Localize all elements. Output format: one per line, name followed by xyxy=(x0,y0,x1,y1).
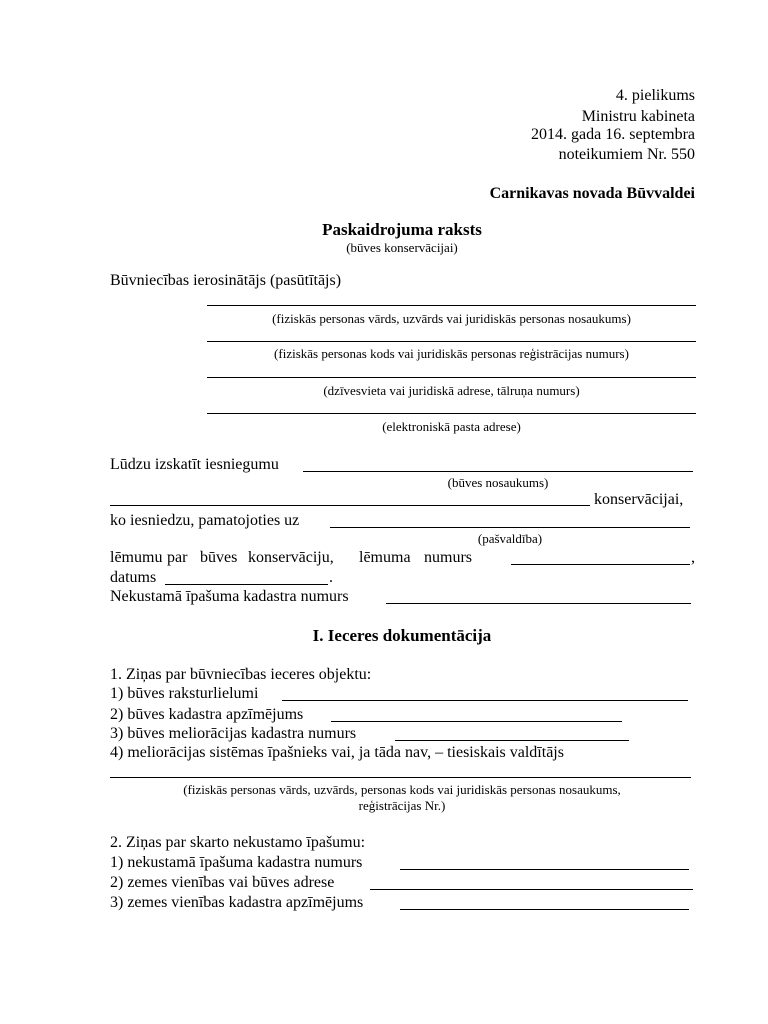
initiator-address-field[interactable] xyxy=(207,377,696,378)
group1-title: 1. Ziņas par būvniecības ieceres objektu: xyxy=(110,666,372,683)
decision-date-field[interactable] xyxy=(165,584,328,585)
decision-word-4: konservāciju, xyxy=(248,549,334,566)
appendix-number: 4. pielikums xyxy=(615,87,695,104)
property-cadastre-field[interactable] xyxy=(400,869,689,870)
group2-title: 2. Ziņas par skarto nekustamo īpašumu: xyxy=(110,834,366,851)
initiator-name-hint: (fiziskās personas vārds, uzvārds vai juridiskās personas nosaukums) xyxy=(272,311,631,326)
basis-label: ko iesniedzu, pamatojoties uz xyxy=(110,512,300,529)
group1-item-2: 2) būves kadastra apzīmējums xyxy=(110,706,304,723)
municipality-hint: (pašvaldība) xyxy=(477,531,543,546)
building-cadastre-field[interactable] xyxy=(331,721,622,722)
cadastre-number-field[interactable] xyxy=(386,603,691,604)
decision-number-field[interactable] xyxy=(511,564,690,565)
owner-hint-1: (fiziskās personas vārds, uzvārds, personas kods vai juridiskās personas nosaukums, xyxy=(183,782,621,797)
group1-item-1: 1) būves raksturlielumi xyxy=(110,685,259,702)
initiator-label: Būvniecības ierosinātājs (pasūtītājs) xyxy=(110,272,342,289)
building-name-field[interactable] xyxy=(110,505,590,506)
group2-item-1: 1) nekustamā īpašuma kadastra numurs xyxy=(110,854,363,871)
regulation-number: noteikumiem Nr. 550 xyxy=(558,146,695,163)
initiator-name-field[interactable] xyxy=(207,305,696,306)
date-dot: . xyxy=(329,569,333,586)
document-subtitle: (būves konservācijai) xyxy=(346,240,458,255)
initiator-code-hint: (fiziskās personas kods vai juridiskās personas reģistrācijas numurs) xyxy=(274,346,629,361)
owner-field[interactable] xyxy=(110,777,691,778)
municipality-field[interactable] xyxy=(330,527,690,528)
section-heading: I. Ieceres dokumentācija xyxy=(312,626,492,645)
addressee: Carnikavas novada Būvvaldei xyxy=(489,185,695,202)
initiator-email-hint: (elektroniskā pasta adrese) xyxy=(382,419,521,434)
group1-item-3: 3) būves meliorācijas kadastra numurs xyxy=(110,725,357,742)
melioration-number-field[interactable] xyxy=(395,740,629,741)
cadastre-label: Nekustamā īpašuma kadastra numurs xyxy=(110,588,349,605)
initiator-address-hint: (dzīvesvieta vai juridiskā adrese, tālruņa numurs) xyxy=(323,383,580,398)
conservation-label: konservācijai, xyxy=(594,491,684,508)
group2-item-2: 2) zemes vienības vai būves adrese xyxy=(110,874,335,891)
document-title: Paskaidrojuma raksts xyxy=(322,220,482,239)
owner-hint-2: reģistrācijas Nr.) xyxy=(358,798,446,813)
decision-word-1: lēmumu xyxy=(110,549,163,566)
application-field[interactable] xyxy=(303,471,693,472)
land-cadastre-field[interactable] xyxy=(400,909,689,910)
regulation-date: 2014. gada 16. septembra xyxy=(531,126,695,143)
characteristics-field[interactable] xyxy=(282,700,688,701)
building-name-hint: (būves nosaukums) xyxy=(447,475,549,490)
decision-word-6: numurs xyxy=(424,549,472,566)
group2-item-3: 3) zemes vienības kadastra apzīmējums xyxy=(110,894,364,911)
decision-word-2: par xyxy=(167,549,188,566)
group1-item-4: 4) meliorācijas sistēmas īpašnieks vai, ja tāda nav, – tiesiskais valdītājs xyxy=(110,744,564,761)
request-label: Lūdzu izskatīt iesniegumu xyxy=(110,456,279,473)
ministry-label: Ministru kabineta xyxy=(581,108,695,125)
decision-word-3: būves xyxy=(200,549,238,566)
decision-comma: , xyxy=(691,549,695,566)
address-field[interactable] xyxy=(370,889,693,890)
initiator-email-field[interactable] xyxy=(207,413,696,414)
date-label: datums xyxy=(110,569,157,586)
decision-word-5: lēmuma xyxy=(359,549,411,566)
initiator-code-field[interactable] xyxy=(207,341,696,342)
